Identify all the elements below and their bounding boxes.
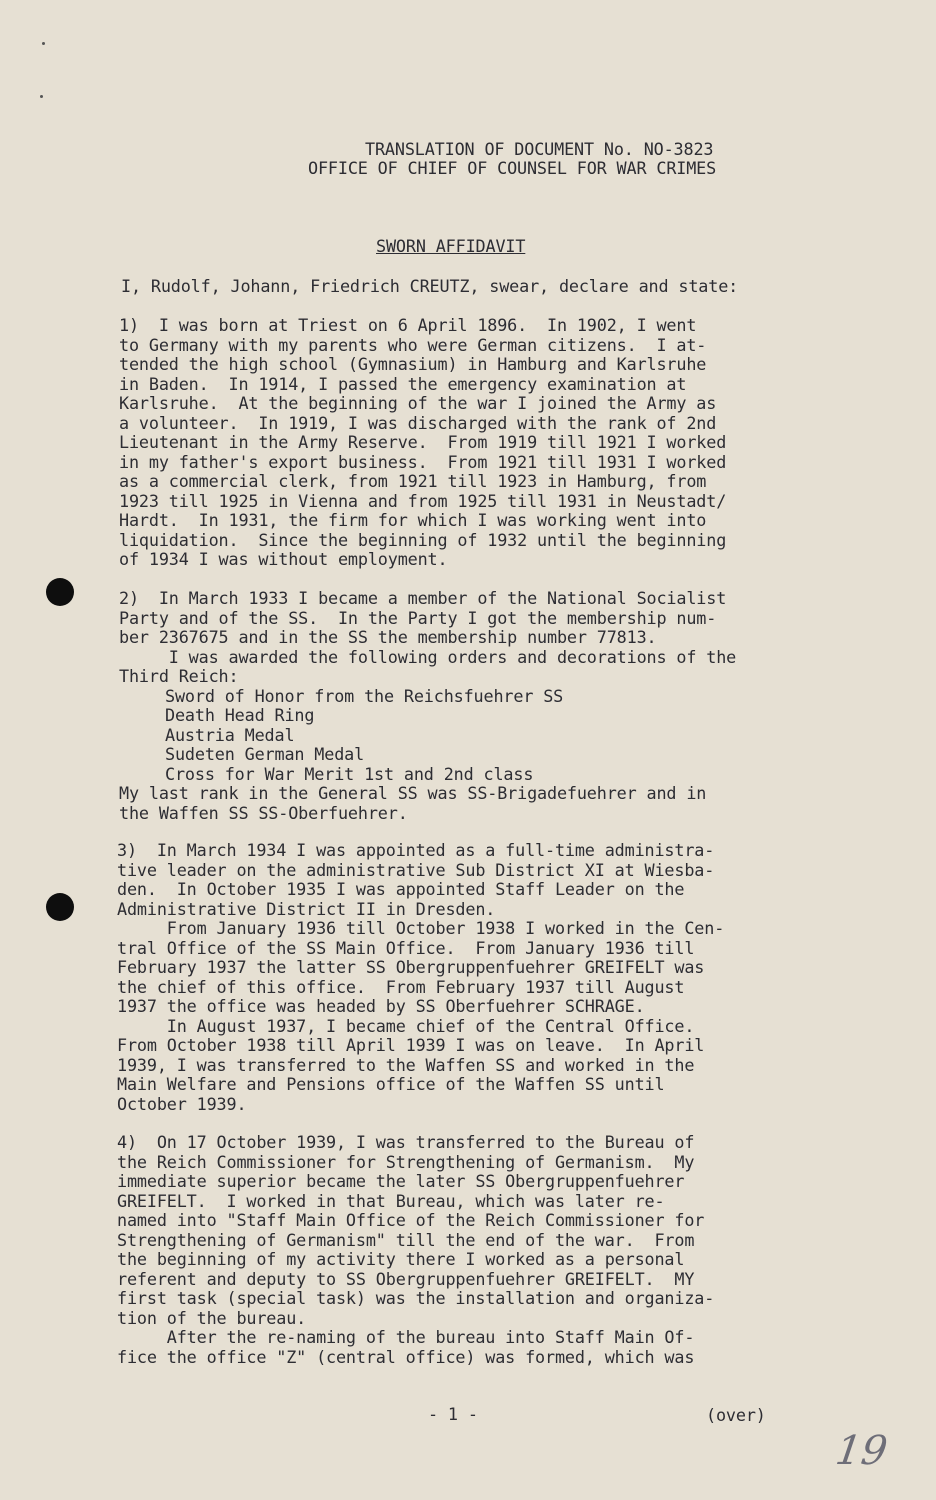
text-line: After the re-naming of the bureau into Staff Main Of-: [117, 1327, 695, 1347]
text-line: den. In October 1935 I was appointed Staff Leader on the: [117, 879, 685, 899]
text-line: in my father's export business. From 1921 till 1931 I worked: [119, 451, 727, 472]
decoration-item: Sudeten German Medal: [165, 744, 365, 764]
document-title: SWORN AFFIDAVIT: [376, 236, 526, 256]
handwritten-page-number: 19: [832, 1428, 891, 1474]
paper-speck: [40, 95, 43, 98]
text-line: tion of the bureau.: [117, 1307, 307, 1328]
text-line: Administrative District II in Dresden.: [117, 898, 496, 919]
text-line: Party and of the SS. In the Party I got the membership num-: [119, 607, 717, 628]
paper-speck: [42, 42, 45, 45]
text-line: first task (special task) was the installation and organiza-: [117, 1288, 715, 1308]
text-line: ber 2367675 and in the SS the membership number 77813.: [119, 627, 657, 647]
page-number: - 1 -: [428, 1404, 478, 1424]
text-line: referent and deputy to SS Obergruppenfuehrer GREIFELT. MY: [117, 1268, 695, 1289]
text-line: 1939, I was transferred to the Waffen SS and worked in the: [117, 1054, 695, 1075]
text-line: tral Office of the SS Main Office. From January 1936 till: [117, 937, 695, 958]
text-line: the Waffen SS SS-Oberfuehrer.: [119, 802, 408, 823]
text-line: tive leader on the administrative Sub District XI at Wiesba-: [117, 859, 715, 880]
text-line: of 1934 I was without employment.: [119, 549, 448, 569]
text-line: the chief of this office. From February 1937 till August: [117, 976, 685, 997]
text-line: as a commercial clerk, from 1921 till 1923 in Hamburg, from: [119, 471, 707, 491]
text-line: Main Welfare and Pensions office of the Waffen SS until: [117, 1074, 665, 1094]
decoration-item: Cross for War Merit 1st and 2nd class: [165, 763, 534, 784]
punch-hole: [46, 578, 74, 606]
punch-hole: [46, 893, 74, 921]
header-office-line: OFFICE OF CHIEF OF COUNSEL FOR WAR CRIMES: [308, 158, 717, 178]
text-line: Strengthening of Germanism" till the end of the war. From: [117, 1229, 695, 1250]
text-line: Third Reich:: [119, 666, 239, 686]
text-line: February 1937 the latter SS Obergruppenfuehrer GREIFELT was: [117, 957, 705, 977]
text-line: fice the office "Z" (central office) was formed, which was: [117, 1346, 695, 1367]
text-line: a volunteer. In 1919, I was discharged with the rank of 2nd: [119, 412, 717, 433]
text-line: 1) I was born at Triest on 6 April 1896. In 1902, I went: [119, 315, 697, 335]
text-line: liquidation. Since the beginning of 1932 until the beginning: [119, 529, 727, 550]
text-line: From January 1936 till October 1938 I worked in the Cen-: [117, 918, 725, 938]
text-line: Hardt. In 1931, the firm for which I was working went into: [119, 510, 707, 530]
text-line: From October 1938 till April 1939 I was on leave. In April: [117, 1035, 705, 1055]
text-line: named into "Staff Main Office of the Reich Commissioner for: [117, 1210, 705, 1230]
text-line: GREIFELT. I worked in that Bureau, which was later re-: [117, 1190, 665, 1211]
text-line: in Baden. In 1914, I passed the emergency examination at: [119, 373, 687, 394]
text-line: 4) On 17 October 1939, I was transferred to the Bureau of: [117, 1132, 695, 1152]
text-line: 2) In March 1933 I became a member of the National Socialist: [119, 588, 727, 608]
over-note: (over): [706, 1405, 766, 1425]
text-line: I was awarded the following orders and decorations of the: [119, 646, 737, 667]
text-line: 3) In March 1934 I was appointed as a full-time administra-: [117, 840, 715, 860]
text-line: Lieutenant in the Army Reserve. From 1919 till 1921 I worked: [119, 432, 727, 452]
decoration-item: Death Head Ring: [165, 705, 315, 725]
text-line: immediate superior became the later SS Obergruppenfuehrer: [117, 1171, 685, 1191]
text-line: My last rank in the General SS was SS-Brigadefuehrer and in: [119, 783, 707, 803]
header-translation-line: TRANSLATION OF DOCUMENT No. NO-3823: [365, 139, 714, 159]
text-line: tended the high school (Gymnasium) in Hamburg and Karlsruhe: [119, 354, 707, 374]
text-line: 1937 the office was headed by SS Oberfuehrer SCHRAGE.: [117, 996, 645, 1016]
text-line: 1923 till 1925 in Vienna and from 1925 till 1931 in Neustadt/: [119, 490, 727, 511]
text-line: the Reich Commissioner for Strengthening of Germanism. My: [117, 1151, 695, 1172]
text-line: Karlsruhe. At the beginning of the war I joined the Army as: [119, 393, 717, 413]
text-line: the beginning of my activity there I worked as a personal: [117, 1249, 685, 1269]
text-line: October 1939.: [117, 1093, 247, 1114]
text-line: In August 1937, I became chief of the Central Office.: [117, 1015, 695, 1036]
text-line: to Germany with my parents who were German citizens. I at-: [119, 334, 707, 355]
decoration-item: Austria Medal: [165, 724, 295, 745]
decoration-item: Sword of Honor from the Reichsfuehrer SS: [165, 685, 564, 706]
intro-statement: I, Rudolf, Johann, Friedrich CREUTZ, swear, declare and state:: [121, 276, 739, 296]
